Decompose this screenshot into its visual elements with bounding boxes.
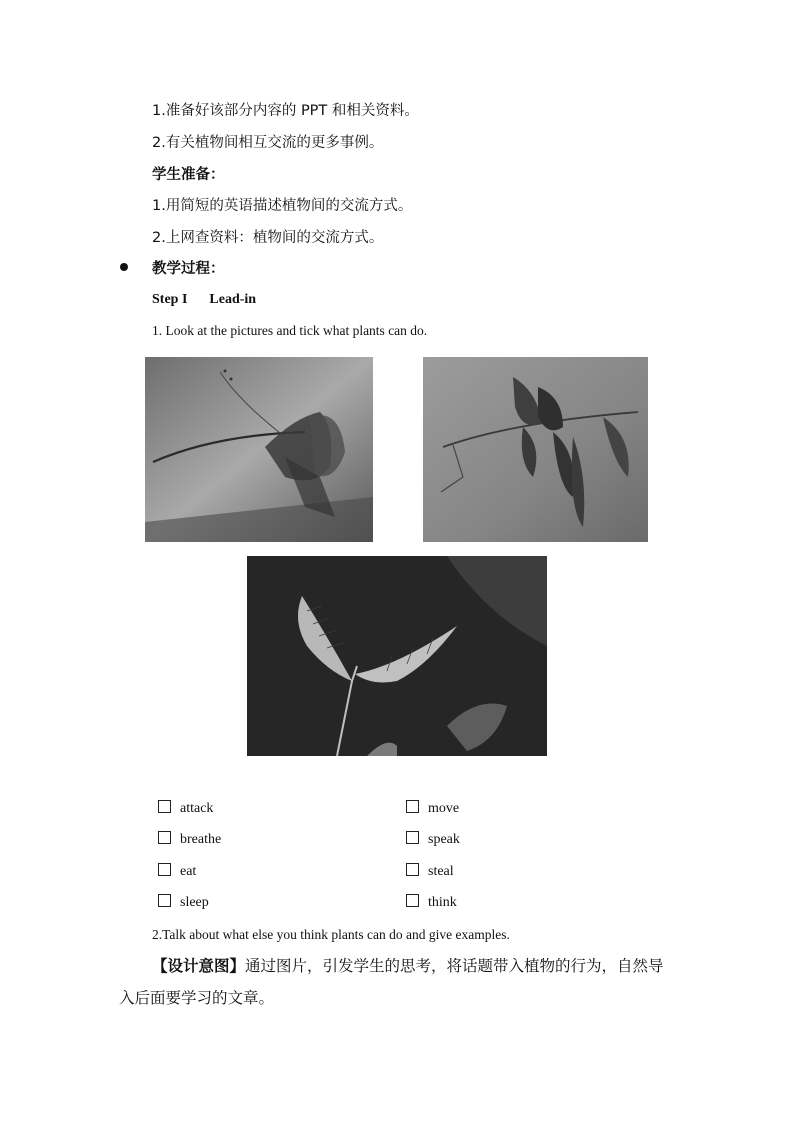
option-steal[interactable] <box>406 862 454 882</box>
option-label: sleep <box>180 895 209 910</box>
checkbox-icon[interactable] <box>158 831 171 844</box>
instruction-1: 1. Look at the pictures and tick what plants can do. <box>152 323 428 338</box>
option-speak[interactable] <box>406 830 460 850</box>
checkbox-icon[interactable] <box>158 863 171 876</box>
plant-photo-3 <box>247 556 547 756</box>
design-intent-text-1: 通过图片，引发学生的思考，将话题带入植物的行为，自然导 <box>245 957 664 975</box>
checkbox-icon[interactable] <box>406 831 419 844</box>
plant-photo-1 <box>145 357 373 542</box>
option-think[interactable] <box>406 893 457 913</box>
checkbox-icon[interactable] <box>406 863 419 876</box>
checkbox-icon[interactable] <box>406 800 419 813</box>
option-move[interactable] <box>406 799 459 819</box>
option-label: think <box>428 895 457 910</box>
option-label: speak <box>428 832 460 847</box>
instruction-2: 2.Talk about what else you think plants can do and give examples. <box>152 927 510 942</box>
option-label: steal <box>428 864 454 879</box>
process-heading-row <box>120 259 225 279</box>
step-title: Lead-in <box>209 292 257 307</box>
design-intent-label: 【设计意图】 <box>152 957 246 975</box>
step-heading <box>152 290 256 310</box>
prep-item-2: 2.有关植物间相互交流的更多事例。 <box>152 135 384 151</box>
checkbox-icon[interactable] <box>158 800 171 813</box>
student-prep-item-2: 2.上网查资料：植物间的交流方式。 <box>152 230 384 246</box>
step-label: Step I <box>152 292 188 307</box>
design-intent-line-1 <box>152 954 664 978</box>
option-label: move <box>428 801 460 816</box>
option-label: eat <box>180 864 197 879</box>
student-prep-heading: 学生准备： <box>152 167 225 183</box>
student-prep-item-1: 1.用简短的英语描述植物间的交流方式。 <box>152 198 413 214</box>
design-intent-line-2: 入后面要学习的文章。 <box>119 989 275 1007</box>
option-label: breathe <box>180 832 222 847</box>
checkbox-icon[interactable] <box>406 894 419 907</box>
prep-item-1: 1.准备好该部分内容的 PPT 和相关资料。 <box>152 103 419 119</box>
option-eat[interactable] <box>158 862 196 882</box>
option-breathe[interactable] <box>158 830 221 850</box>
option-sleep[interactable] <box>158 893 209 913</box>
plant-photo-2 <box>423 357 648 542</box>
option-attack[interactable] <box>158 799 213 819</box>
bullet-icon <box>120 263 128 271</box>
checkbox-icon[interactable] <box>158 894 171 907</box>
option-label: attack <box>180 801 214 816</box>
process-heading: 教学过程： <box>152 261 225 277</box>
